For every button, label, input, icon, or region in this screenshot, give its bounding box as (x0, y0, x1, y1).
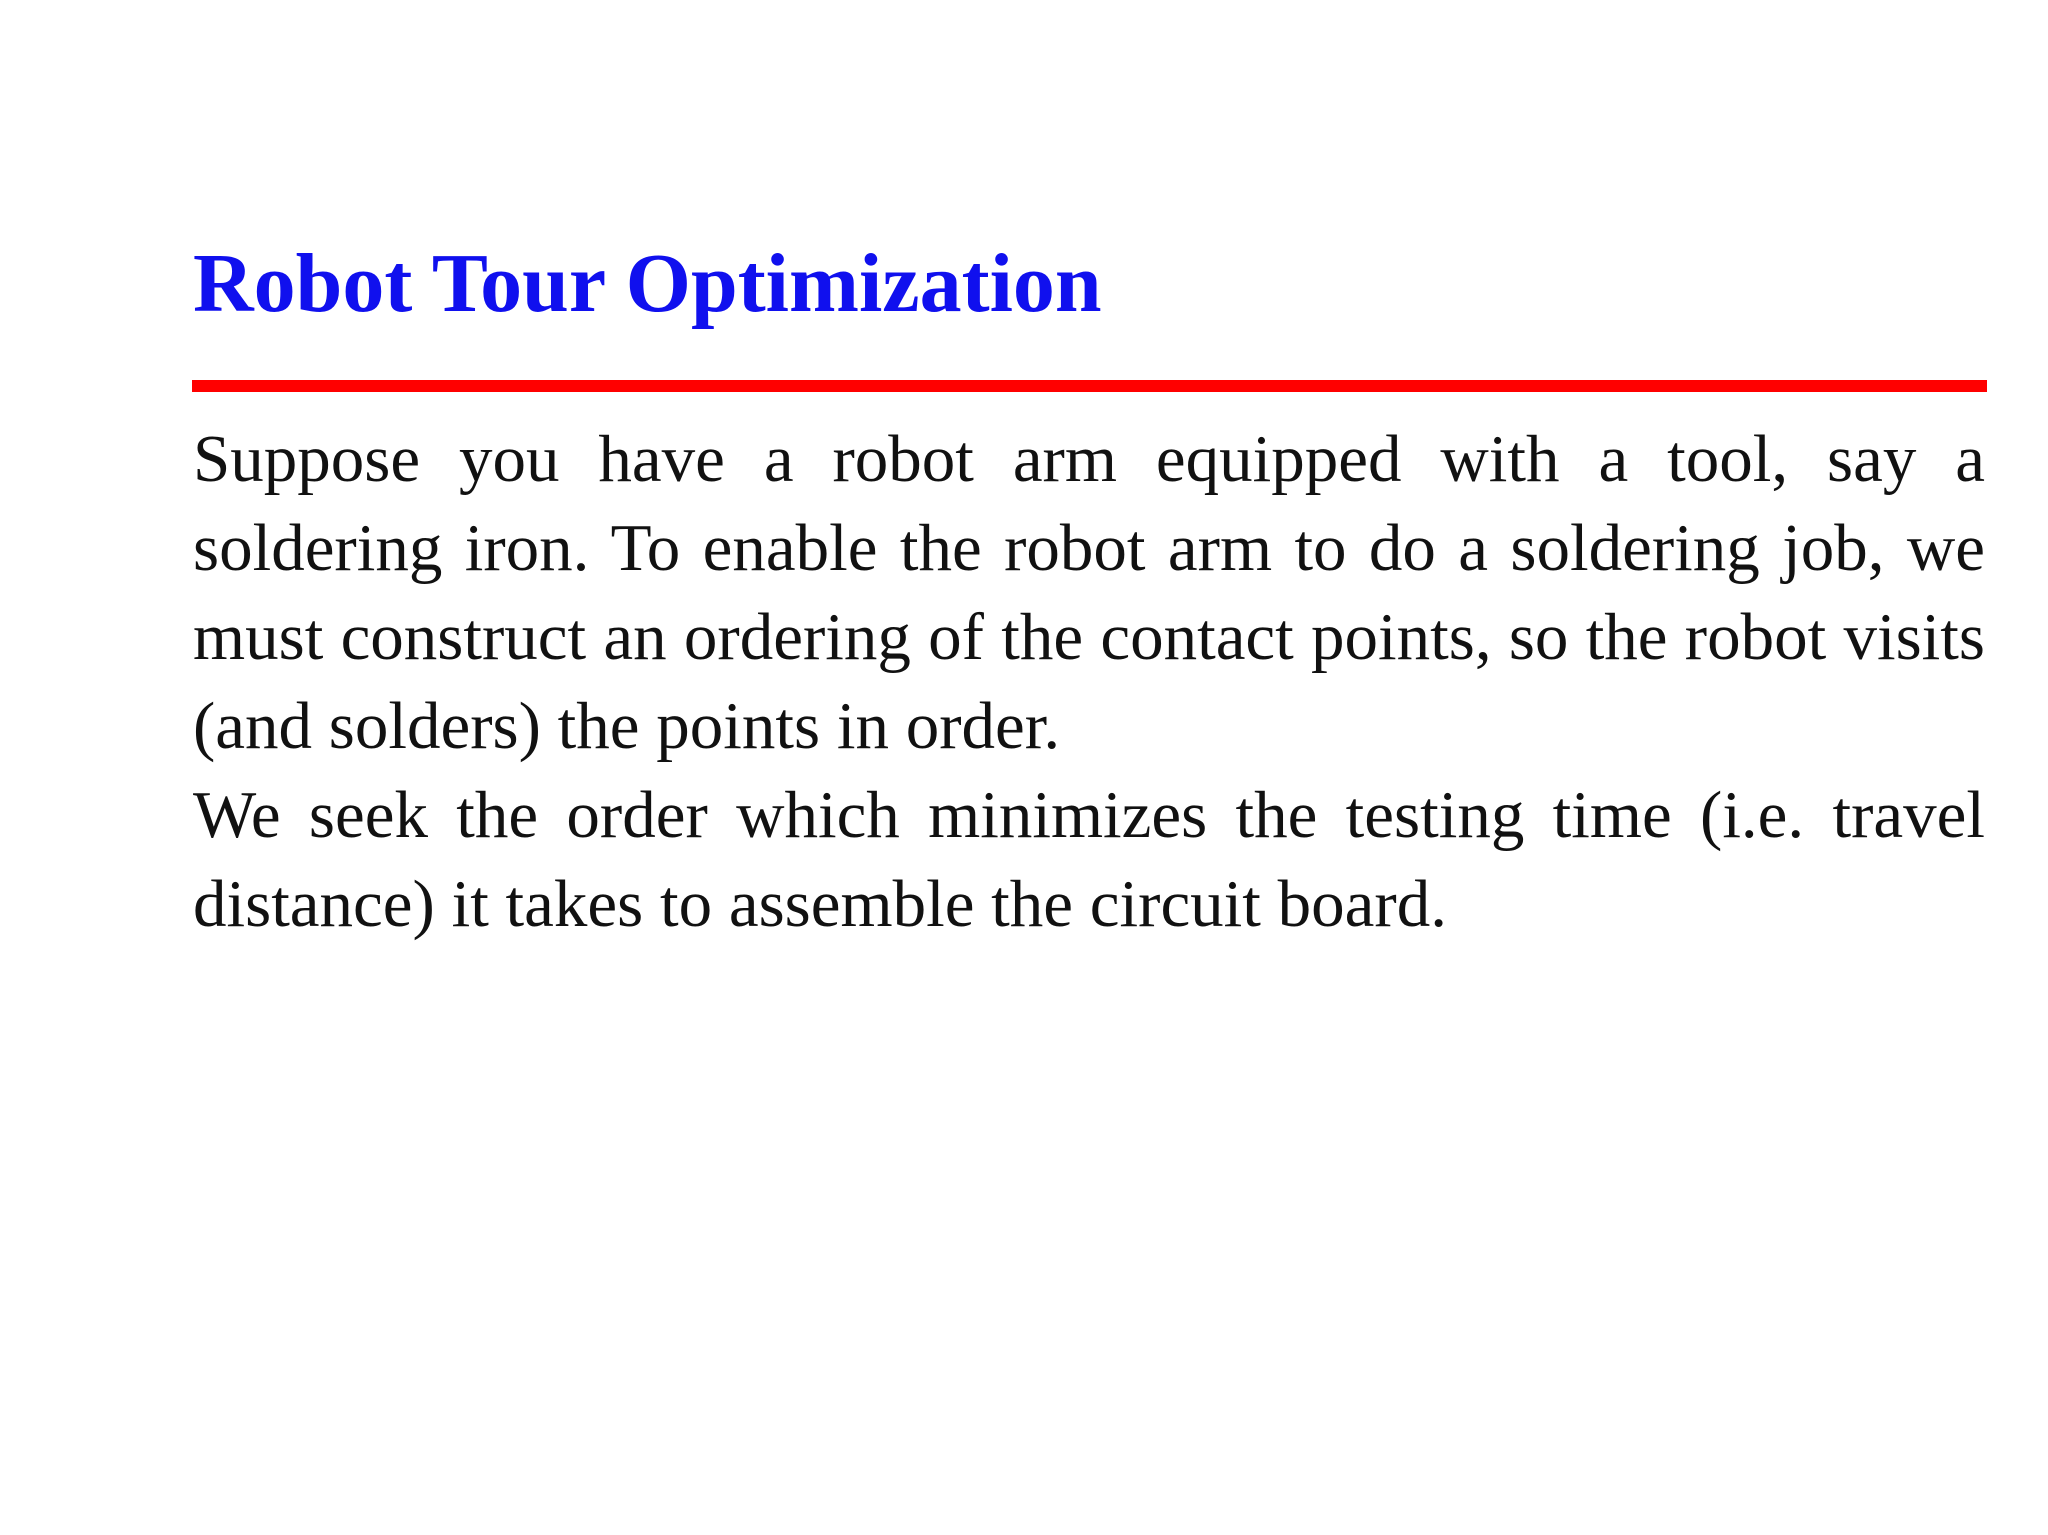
body-paragraph: Suppose you have a robot arm equipped with a tool, say a soldering iron. To enable the robot arm to do a soldering job, we must construct an ordering of the contact points, so the robot visits (and solders) the points in order. (193, 422, 1985, 763)
title-divider (192, 380, 1987, 392)
slide-title: Robot Tour Optimization (193, 237, 1102, 330)
slide-body (193, 415, 1985, 949)
body-paragraph: We seek the order which minimizes the testing time (i.e. travel distance) it takes to assemble the circuit board. (193, 778, 1985, 941)
